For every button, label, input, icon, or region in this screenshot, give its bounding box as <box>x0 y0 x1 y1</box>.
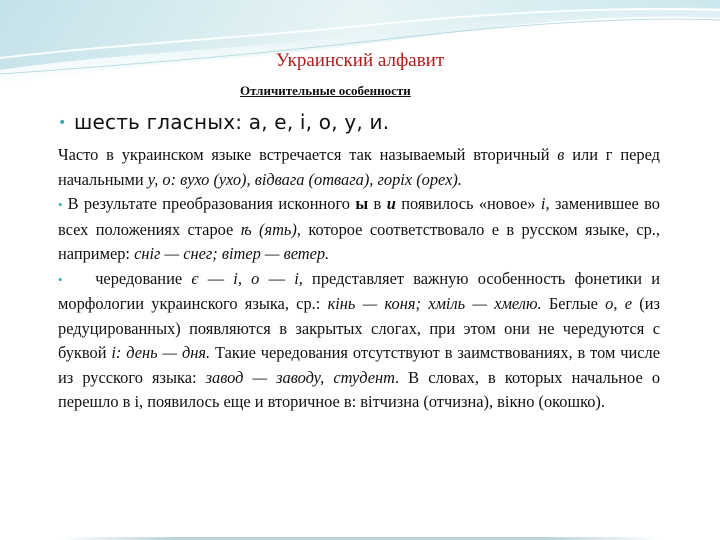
paragraph-secondary-consonants: Часто в украинском языке встречается так называемый вторичный в или г перед начальными у, о: вухо (ухо), відвага (отвага), горіх (орех). <box>58 145 660 189</box>
vowels-text: шесть гласных: а, е, і, о, у, и. <box>74 110 390 134</box>
paragraph-new-i: • В результате преобразования исконного ы в и появилось «новое» і, заменившее во всех положениях старое ѣ (ять), которое соответствовало е в русском языке, ср., например: сніг — снег; вітер — ветер. <box>58 194 661 263</box>
slide-subtitle: Отличительные особенности <box>240 83 411 98</box>
vowels-bullet <box>58 110 389 134</box>
paragraph-alternation: • чередование є — і, о — і, представляет важную особенность фонетики и морфологии украинского языка, ср.: кінь — коня; хміль — хмелю. Беглые о, е (из редуцированных) появляются в закрытых слогах, при этом они не чередуются с буквой і: день — дня. Такие чередования отсутствуют в заимствованиях, в том числе из русского языка: завод — заводу, студент. В словах, в которых начальное о перешло в і, появилось еще и вторичное в: вітчизна (отчизна), вікно (окошко). <box>58 268 661 411</box>
bullet-icon: • <box>58 271 63 287</box>
bullet-icon: • <box>58 197 63 212</box>
bullet-icon: • <box>58 115 67 131</box>
slide-title: Украинский алфавит <box>275 50 445 71</box>
body-text <box>58 143 660 415</box>
